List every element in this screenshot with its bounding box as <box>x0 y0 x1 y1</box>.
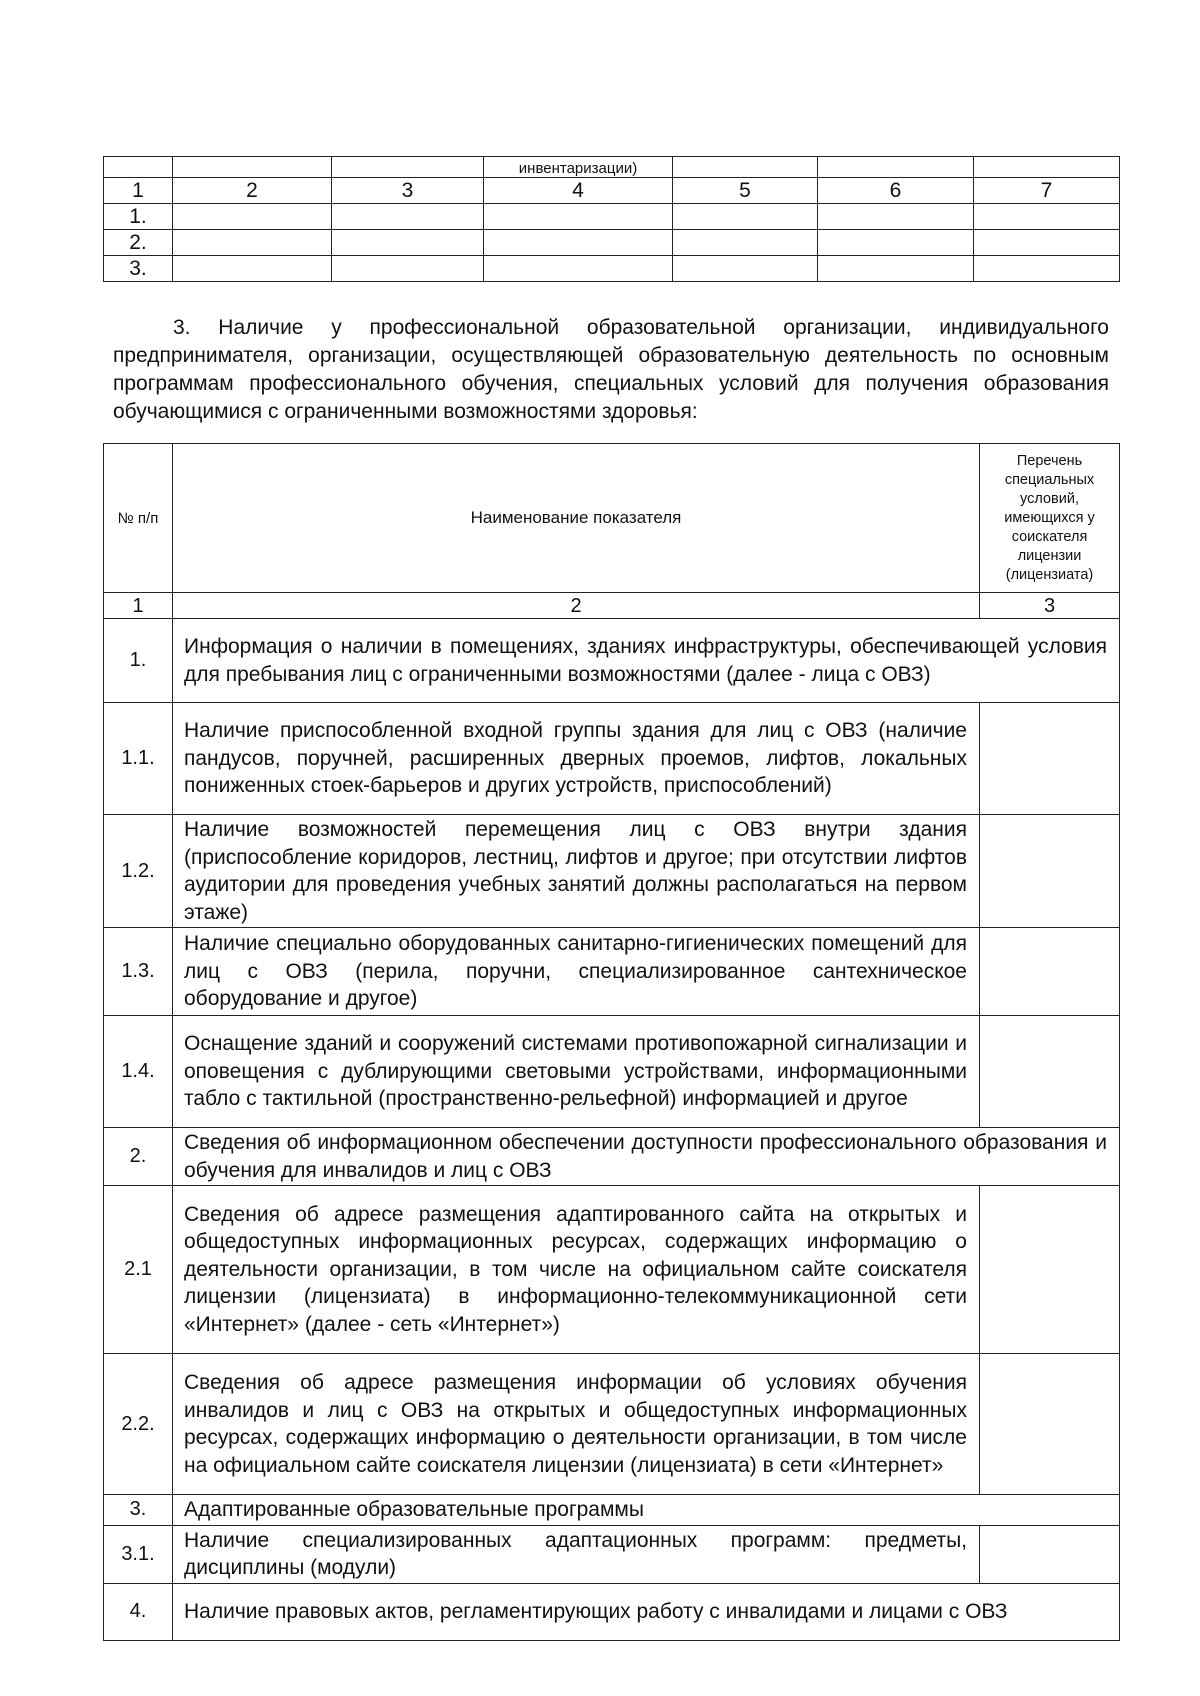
header-fragment: инвентаризации) <box>484 157 673 178</box>
table-row <box>104 1128 1120 1186</box>
row-number: 1. <box>104 204 173 230</box>
table-row <box>104 619 1120 703</box>
column-index: 3 <box>980 593 1120 619</box>
row-number: 1. <box>104 619 173 703</box>
column-index-row <box>104 593 1120 619</box>
row-text: Сведения об информационном обеспечении доступности профессионального образования и обучения для инвалидов и лиц с ОВЗ <box>173 1128 1120 1186</box>
column-number: 3 <box>332 178 484 204</box>
column-index: 1 <box>104 593 173 619</box>
header-num: № п/п <box>104 444 173 593</box>
table-row <box>104 1354 1120 1495</box>
row-value-cell <box>980 1016 1120 1128</box>
row-text: Наличие приспособленной входной группы здания для лиц с ОВЗ (наличие пандусов, поручней, расширенных дверных проемов, лифтов, локальных пониженных стоек-барьеров и других устройств, приспособлений) <box>173 703 980 815</box>
table-row <box>104 204 1120 230</box>
section-paragraph <box>113 314 1109 426</box>
row-value-cell <box>980 1525 1120 1583</box>
row-text: Сведения об адресе размещения информации об условиях обучения инвалидов и лиц с ОВЗ на открытых и общедоступных информационных ресурсах, содержащих информацию о деятельности организации, в том числе на официальном сайте соискателя лицензии (лицензиата) в сети «Интернет» <box>173 1354 980 1495</box>
special-conditions-table <box>103 443 1120 1641</box>
table-row <box>104 230 1120 256</box>
table-row <box>104 703 1120 815</box>
column-number-row <box>104 178 1120 204</box>
row-number: 3. <box>104 256 173 282</box>
row-number: 2.2. <box>104 1354 173 1495</box>
table-row <box>104 815 1120 928</box>
header-list: Перечень специальных условий, имеющихся у соискателя лицензии (лицензиата) <box>980 444 1120 593</box>
table-row <box>104 1016 1120 1128</box>
row-number: 3.1. <box>104 1525 173 1583</box>
row-value-cell <box>980 1186 1120 1354</box>
row-number: 2. <box>104 230 173 256</box>
column-number: 4 <box>484 178 673 204</box>
column-number: 1 <box>104 178 173 204</box>
row-text: Информация о наличии в помещениях, зданиях инфраструктуры, обеспечивающей условия для пребывания лиц с ограниченными возможностями (далее - лица с ОВЗ) <box>173 619 1120 703</box>
table-row <box>104 1525 1120 1583</box>
row-text: Наличие правовых актов, регламентирующих работу с инвалидами и лицами с ОВЗ <box>173 1583 1120 1640</box>
row-number: 1.3. <box>104 928 173 1016</box>
row-text: Сведения об адресе размещения адаптированного сайта на открытых и общедоступных информационных ресурсах, содержащих информацию о деятельности организации, в том числе на официальном сайте соискателя лицензии (лицензиата) в информационно-телекоммуникационной сети «Интернет» (далее - сеть «Интернет») <box>173 1186 980 1354</box>
table-row <box>104 1583 1120 1640</box>
row-number: 1.2. <box>104 815 173 928</box>
table-row <box>104 1186 1120 1354</box>
row-number: 2.1 <box>104 1186 173 1354</box>
column-index: 2 <box>173 593 980 619</box>
row-number: 1.4. <box>104 1016 173 1128</box>
row-value-cell <box>980 703 1120 815</box>
table-row <box>104 928 1120 1016</box>
row-number: 1.1. <box>104 703 173 815</box>
table-header-row <box>104 157 1120 178</box>
row-text: Оснащение зданий и сооружений системами противопожарной сигнализации и оповещения с дублирующими световыми устройствами, информационными табло с тактильной (пространственно-рельефной) информацией и другое <box>173 1016 980 1128</box>
row-text: Наличие специально оборудованных санитарно-гигиенических помещений для лиц с ОВЗ (перила, поручни, специализированное сантехническое оборудование и другое) <box>173 928 980 1016</box>
row-number: 2. <box>104 1128 173 1186</box>
row-value-cell <box>980 815 1120 928</box>
section-paragraph-text: 3. Наличие у профессиональной образовательной организации, индивидуального предпринимателя, организации, осуществляющей образовательную деятельность по основным программам профессионального обучения, специальных условий для получения образования обучающимися с ограниченными возможностями здоровья: <box>113 316 1109 423</box>
row-text: Наличие возможностей перемещения лиц с ОВЗ внутри здания (приспособление коридоров, лестниц, лифтов и другое; при отсутствии лифтов аудитории для проведения учебных занятий должны располагаться на первом этаже) <box>173 815 980 928</box>
row-value-cell <box>980 928 1120 1016</box>
column-number: 6 <box>818 178 974 204</box>
row-number: 4. <box>104 1583 173 1640</box>
row-value-cell <box>980 1354 1120 1495</box>
row-number: 3. <box>104 1495 173 1526</box>
column-number: 2 <box>173 178 332 204</box>
column-number: 7 <box>974 178 1120 204</box>
table-row <box>104 1495 1120 1526</box>
inventory-table <box>103 156 1120 282</box>
row-text: Адаптированные образовательные программы <box>173 1495 1120 1526</box>
column-number: 5 <box>673 178 818 204</box>
table-row <box>104 256 1120 282</box>
table-header-row <box>104 444 1120 593</box>
row-text: Наличие специализированных адаптационных программ: предметы, дисциплины (модули) <box>173 1525 980 1583</box>
header-name: Наименование показателя <box>173 444 980 593</box>
